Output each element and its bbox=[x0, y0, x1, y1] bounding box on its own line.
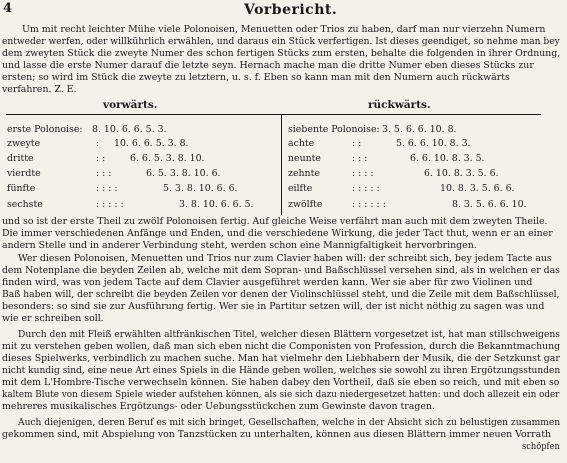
text-line: wie er schreiben soll. bbox=[2, 313, 104, 324]
table-row-label: zweyte bbox=[7, 138, 41, 149]
table-row-numbers: 6. 6. 5. 3. 8. 10. bbox=[130, 153, 205, 164]
text-line: kaltem Blute von diesem Spiele wieder aufstehen können, als sie sich dazu niedergesetzet hatten: und doch allezeit ein oder bbox=[2, 389, 560, 400]
table-row-numbers: 3. 5. 6. 6. 10. 8. bbox=[382, 124, 457, 135]
table-row-dots: : : : : bbox=[352, 168, 374, 179]
text-line: schöpfen bbox=[522, 441, 560, 452]
table-row-numbers: 5. 3. 8. 10. 6. 6. bbox=[163, 183, 238, 194]
text-line: entweder werfen, oder willkührlich erwählen, und daraus ein Stück verfertigen. Ist dieses geendiget, so nehme man bey bbox=[2, 36, 560, 47]
text-line: Durch den mit Fleiß erwählten altfränkischen Titel, welcher diesen Blättern vorgesetzet ist, hat man stillschweigens bbox=[18, 329, 560, 340]
text-line: Auch diejenigen, deren Beruf es mit sich bringet, Gesellschaften, welche in der Absicht sich zu belustigen zusammen bbox=[18, 417, 561, 428]
text-line: mit dem L'Hombre-Tische verwechseln können. Sie haben dabey den Vortheil, daß sie eben so reich, und mit eben so bbox=[2, 377, 560, 388]
table-header-backward: rückwärts. bbox=[368, 99, 431, 111]
table-row-dots: : : : : : bbox=[96, 199, 124, 210]
table-top-rule bbox=[6, 114, 541, 115]
table-row-numbers: 8. 10. 6. 6. 5. 3. bbox=[92, 124, 167, 135]
table-row-dots: : : : bbox=[96, 168, 112, 179]
table-row-label: eilfte bbox=[288, 183, 313, 194]
table-row-label: zehnte bbox=[288, 168, 320, 179]
text-line: verfahren. Z. E. bbox=[2, 84, 77, 95]
table-row-label: achte bbox=[288, 138, 315, 149]
text-line: Um mit recht leichter Mühe viele Polonoisen, Menuetten oder Trios zu haben, darf man nur vierzehn Numern bbox=[22, 24, 546, 35]
table-row-label: fünfte bbox=[7, 183, 36, 194]
table-row-label: dritte bbox=[7, 153, 34, 164]
table-row-label: sechste bbox=[7, 199, 43, 210]
text-line: und so ist der erste Theil zu zwölf Polonoisen fertig. Auf gleiche Weise verfährt man auch mit dem zweyten Theile. bbox=[2, 216, 548, 227]
text-line: dem zweyten Stück die zweyte Numer des schon fertigen Stücks zum ersten, behalte die folgenden in ihrer Ordnung, bbox=[2, 48, 561, 59]
table-row-numbers: 10. 8. 3. 5. 6. 6. bbox=[440, 183, 515, 194]
table-row-dots: : bbox=[96, 138, 100, 149]
table-row-numbers: 3. 8. 10. 6. 6. 5. bbox=[179, 199, 254, 210]
text-line: gekommen sind, mit Abspielung von Tanzstücken zu unterhalten, können aus diesen Blättern immer neuen Vorrath bbox=[2, 429, 552, 440]
text-line: Baß haben will, der schreibt die beyden Zeilen vor denen der Violinschlüssel steht, und die Zeile mit dem Baßschlüssel, bbox=[2, 289, 560, 300]
table-row-dots: : : bbox=[96, 153, 106, 164]
text-line: ersten; so wird im Stück die zweyte zu letztern, u. s. f. Eben so kann man mit den Numern auch rückwärts bbox=[2, 72, 510, 83]
table-row-numbers: 6. 6. 10. 8. 3. 5. bbox=[410, 153, 485, 164]
table-row-label: zwölfte bbox=[288, 199, 323, 210]
table-divider bbox=[281, 114, 282, 215]
table-row-numbers: 8. 3. 5. 6. 6. 10. bbox=[452, 199, 527, 210]
table-row-dots: : : : bbox=[352, 153, 368, 164]
table-row-numbers: 6. 10. 8. 3. 5. 6. bbox=[424, 168, 499, 179]
text-line: nicht kundig sind, eine neue Art eines Spiels in die Hände geben wollen, welches sie sowohl zu ihren Ergötzungsstunden bbox=[2, 365, 561, 376]
table-row-dots: : : : : : : bbox=[352, 199, 386, 210]
text-line: dieses Spielwerks, verbindlich zu machen suche. Man hat vielmehr den Liebhabern der Musik, die der Setzkunst gar bbox=[2, 353, 560, 364]
table-row-numbers: 10. 6. 6. 5. 3. 8. bbox=[114, 138, 189, 149]
text-line: Die immer verschiedenen Anfänge und Enden, und die verschiedene Wirkung, die jeder Tact thut, wenn er an einer bbox=[2, 228, 553, 239]
text-line: finden wird, was von jedem Tacte auf dem Clavier ausgeführet werden kann. Wer sie aber für zwo Violinen und bbox=[2, 277, 533, 288]
text-line: Wer diesen Polonoisen, Menuetten und Trios nur zum Clavier haben will: der schreibt sich, bey jedem Tacte aus bbox=[18, 253, 552, 264]
table-row-label: neunte bbox=[288, 153, 321, 164]
text-line: dem Notenplane die beyden Zeilen ab, welche mit dem Sopran- und Baßschlüssel versehen sind, als in welchen er das bbox=[2, 265, 560, 276]
table-row-numbers: 5. 6. 6. 10. 8. 3. bbox=[396, 138, 471, 149]
text-line: und lasse die erste Numer darauf die letzte seyn. Hernach mache man die dritte Numer eben dieses Stücks zur bbox=[2, 60, 534, 71]
table-row-label: siebente Polonoise: bbox=[288, 124, 380, 135]
text-line: besonders: so sind sie zur Ausführung fertig. Wer sie in Partitur setzen will, der ist nicht nöthig zu sagen was und bbox=[2, 301, 545, 312]
table-row-dots: : : bbox=[352, 138, 362, 149]
text-line: mit zu verstehen geben wollen, daß man sich eben nicht die Componisten von Profession, durch die Bekanntmachung bbox=[2, 341, 561, 352]
table-row-numbers: 6. 5. 3. 8. 10. 6. bbox=[146, 168, 221, 179]
text-line: mehreres musikalisches Ergötzungs- oder Uebungsstückchen zum Gewinste davon tragen. bbox=[2, 401, 435, 412]
table-row-label: vierdte bbox=[7, 168, 41, 179]
table-row-label: erste Polonoise: bbox=[7, 124, 83, 135]
table-row-dots: : : : : bbox=[96, 183, 118, 194]
page-number: 4 bbox=[3, 1, 13, 16]
table-row-dots: : : : : : bbox=[352, 183, 380, 194]
text-line: andern Stelle und in anderer Verbindung steht, werden schon eine Mannigfaltigkeit hervorbringen. bbox=[2, 240, 477, 251]
table-header-forward: vorwärts. bbox=[103, 99, 158, 111]
page-title: Vorbericht. bbox=[244, 2, 338, 18]
